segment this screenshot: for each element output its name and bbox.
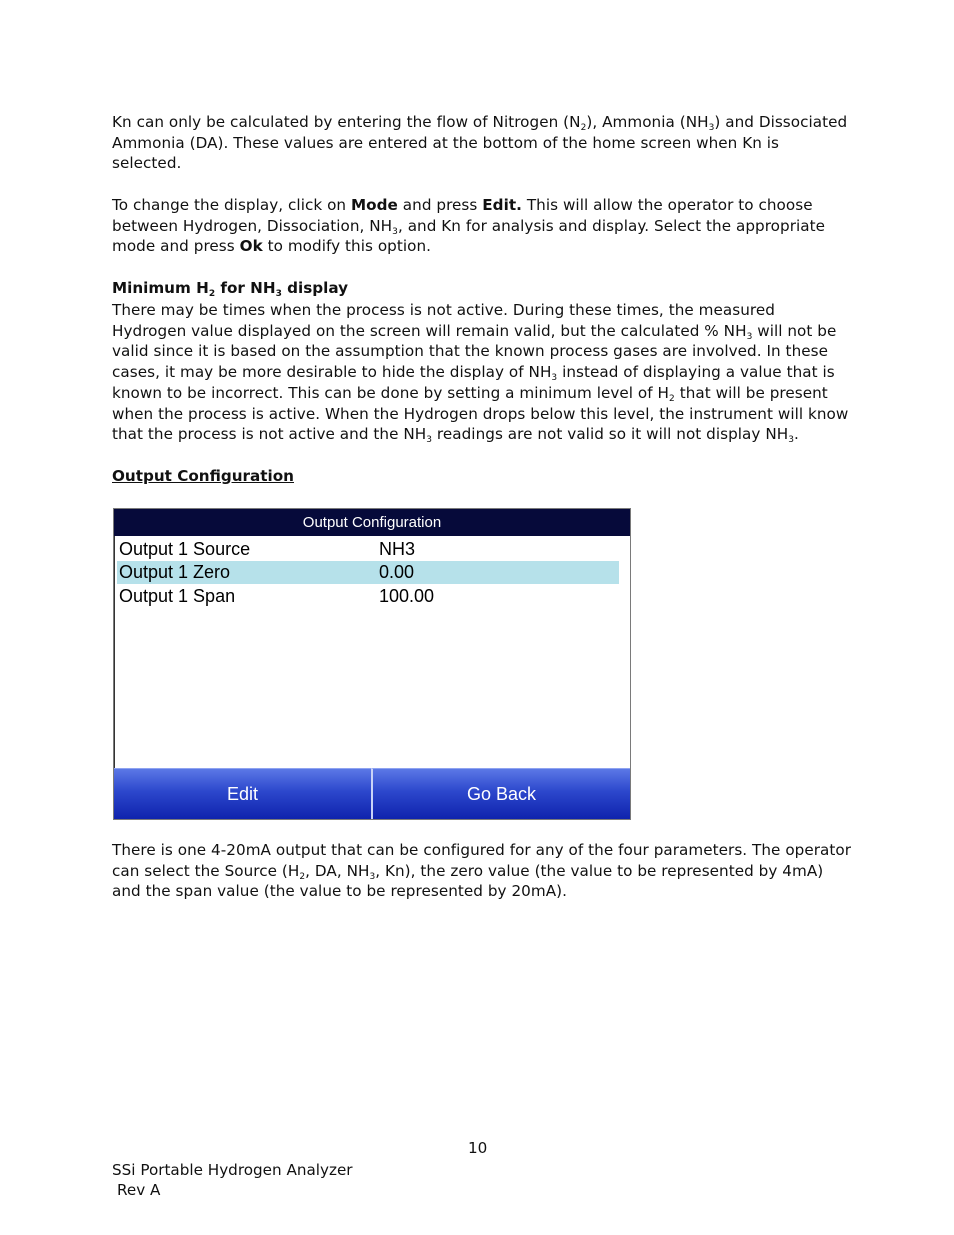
edit-button[interactable]: Edit: [114, 768, 371, 819]
row-label: Output 1 Span: [119, 586, 236, 606]
display-mode-paragraph: To change the display, click on Mode and press Edit. This will allow the operator to choose between Hydrogen, Dissociation, $NH_3$, and Kn for analysis and display. Select the appropriate mode and press Ok to modify this option.: [112, 196, 826, 256]
list-item-output1-span[interactable]: [117, 585, 619, 608]
output-description-paragraph: There is one 4-20mA output that can be configured for any of the four parameters. The operator can select the Source ($H_2$, DA, $NH_3$, Kn), the zero value (the value to be represented by 4mA) and the span value (the value to be represented by 20mA).: [112, 841, 852, 901]
row-label: Output 1 Source: [119, 539, 251, 559]
row-value: NH3: [379, 539, 416, 559]
ok-keyword: Ok: [239, 237, 263, 256]
row-value: 0.00: [379, 562, 415, 582]
row-label: Output 1 Zero: [119, 562, 231, 582]
min-h2-paragraph: There may be times when the process is not active. During these times, the measured Hydrogen value displayed on the screen will remain valid, but the calculated % $NH_3$ will not be valid since it is based on the assumption that the known process gases are involved. In these cases, it may be more desirable to hide the display of $NH_3$ instead of displaying a value that is known to be incorrect. This can be done by setting a minimum level of $H_2$ that will be present when the process is active. When the Hydrogen drops below this level, the instrument will know that the process is not active and the $NH_3$ readings are not valid so it will not display $NH_3$.: [112, 301, 849, 446]
footer-doc-title: SSi Portable Hydrogen Analyzer: [112, 1161, 353, 1179]
intro-paragraph: Kn can only be calculated by entering the flow of Nitrogen $(N_2)$, Ammonia $(NH_3)$ and Dissociated Ammonia (DA). These values are entered at the bottom of the home screen when Kn is selected.: [112, 113, 848, 173]
list-item-output1-source[interactable]: [117, 538, 619, 561]
page-number: 10: [468, 1139, 488, 1157]
go-back-button[interactable]: Go Back: [371, 768, 630, 819]
min-h2-heading: Minimum $H_2$ for $NH_3$ display: [112, 279, 349, 299]
output-config-heading: Output Configuration: [112, 467, 294, 485]
footer-revision: Rev A: [117, 1181, 161, 1199]
screen-button-bar: [114, 768, 630, 819]
edit-keyword: Edit.: [482, 196, 522, 214]
screen-title-bar: Output Configuration: [114, 509, 630, 536]
row-value: 100.00: [379, 586, 435, 606]
list-item-output1-zero[interactable]: [117, 561, 619, 584]
mode-keyword: Mode: [350, 196, 398, 214]
settings-list: [114, 536, 630, 769]
output-config-screen: [113, 508, 631, 820]
